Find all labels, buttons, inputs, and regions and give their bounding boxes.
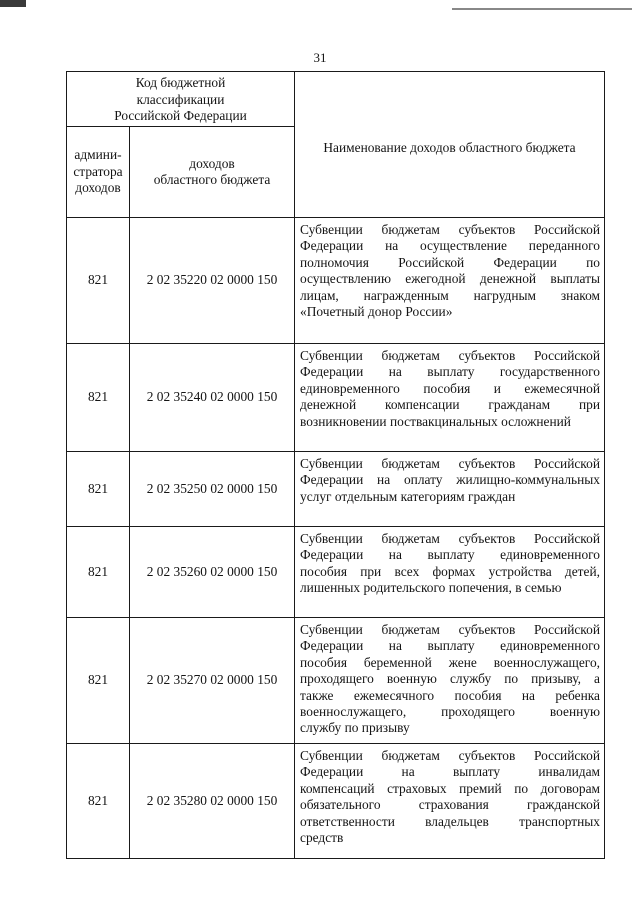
description-line: Федерации на выплату единовременного	[300, 638, 600, 654]
description-line: проходящего военную службу по призыву, а	[300, 671, 600, 687]
description-line: полномочия Российской Федерации по	[300, 254, 600, 270]
revenue-description	[295, 344, 605, 452]
budget-code: 2 02 35280 02 0000 150	[130, 744, 295, 859]
budget-code: 2 02 35260 02 0000 150	[130, 527, 295, 618]
budget-code: 2 02 35270 02 0000 150	[130, 618, 295, 744]
administrator-code: 821	[67, 618, 130, 744]
header-line: Российской Федерации	[114, 108, 247, 124]
revenue-description	[295, 452, 605, 527]
table-row	[67, 452, 605, 527]
header-regional-income	[130, 127, 295, 218]
description-line: возникновении поствакцинальных осложнений	[300, 413, 571, 429]
description-line: денежной компенсации гражданам при	[300, 397, 600, 413]
table-row	[67, 618, 605, 744]
description-line: Субвенции бюджетам субъектов Российской	[300, 748, 600, 763]
description-line: Субвенции бюджетам субъектов Российской	[300, 456, 600, 471]
description-line: единовременного пособия и ежемесячной	[300, 380, 600, 396]
description-line: лицам, награжденным нагрудным знаком	[300, 287, 600, 303]
table-row	[67, 744, 605, 859]
header-administrator	[67, 127, 130, 218]
description-line: Федерации на осуществление переданного	[300, 238, 600, 254]
scan-artifact-line	[452, 8, 632, 10]
description-line: военнослужащего, проходящего военную	[300, 704, 600, 720]
budget-code: 2 02 35250 02 0000 150	[130, 452, 295, 527]
description-line: Федерации на выплату инвалидам	[300, 764, 600, 780]
table-row	[67, 344, 605, 452]
description-line: средств	[300, 830, 344, 846]
description-line: Федерации на выплату государственного	[300, 364, 600, 380]
table-header-row	[67, 72, 605, 127]
administrator-code: 821	[67, 744, 130, 859]
description-line: также ежемесячного пособия на ребенка	[300, 687, 600, 703]
administrator-code: 821	[67, 344, 130, 452]
administrator-code: 821	[67, 218, 130, 344]
revenue-description	[295, 618, 605, 744]
administrator-code: 821	[67, 452, 130, 527]
budget-code: 2 02 35220 02 0000 150	[130, 218, 295, 344]
description-line: службу по призыву	[300, 720, 410, 736]
header-line: доходов областного бюджета	[410, 140, 576, 156]
revenue-description	[295, 527, 605, 618]
header-line: классификации	[136, 91, 225, 107]
page-number: 31	[313, 50, 327, 65]
header-line: доходов	[189, 155, 235, 171]
description-line: «Почетный донор России»	[300, 304, 453, 320]
revenue-description	[295, 218, 605, 344]
header-line: стратора	[73, 163, 123, 179]
header-line: Наименование	[323, 140, 407, 156]
table-row	[67, 527, 605, 618]
description-line: услуг отдельным категориям граждан	[300, 488, 516, 504]
administrator-code: 821	[67, 527, 130, 618]
description-line: лишенных родительского попечения, в семью	[300, 580, 562, 596]
description-line: ответственности владельцев транспортных	[300, 813, 600, 829]
scan-artifact-mark	[0, 0, 26, 7]
description-line: пособия беременной жене военнослужащего,	[300, 654, 600, 670]
description-line: компенсаций страховых премий по договорам	[300, 780, 600, 796]
header-line: областного бюджета	[153, 172, 271, 187]
description-line: Субвенции бюджетам субъектов Российской	[300, 222, 600, 237]
description-line: осуществлению ежегодной денежной выплаты	[300, 271, 600, 287]
description-line: Федерации на выплату единовременного	[300, 547, 600, 563]
description-line: обязательного страхования гражданской	[300, 797, 600, 813]
table-row	[67, 218, 605, 344]
revenue-description	[295, 744, 605, 859]
budget-classification-table	[66, 71, 605, 859]
description-line: пособия при всех формах устройства детей,	[300, 563, 600, 579]
description-line: Субвенции бюджетам субъектов Российской	[300, 348, 600, 363]
description-line: Федерации на оплату жилищно-коммунальных	[300, 472, 600, 488]
header-line: админи-	[74, 147, 122, 163]
header-line: доходов	[75, 180, 121, 196]
header-budget-code-group	[67, 72, 295, 127]
header-revenue-name	[295, 72, 605, 218]
description-line: Субвенции бюджетам субъектов Российской	[300, 622, 600, 637]
header-line: Код бюджетной	[135, 75, 226, 91]
description-line: Субвенции бюджетам субъектов Российской	[300, 531, 600, 546]
budget-code: 2 02 35240 02 0000 150	[130, 344, 295, 452]
